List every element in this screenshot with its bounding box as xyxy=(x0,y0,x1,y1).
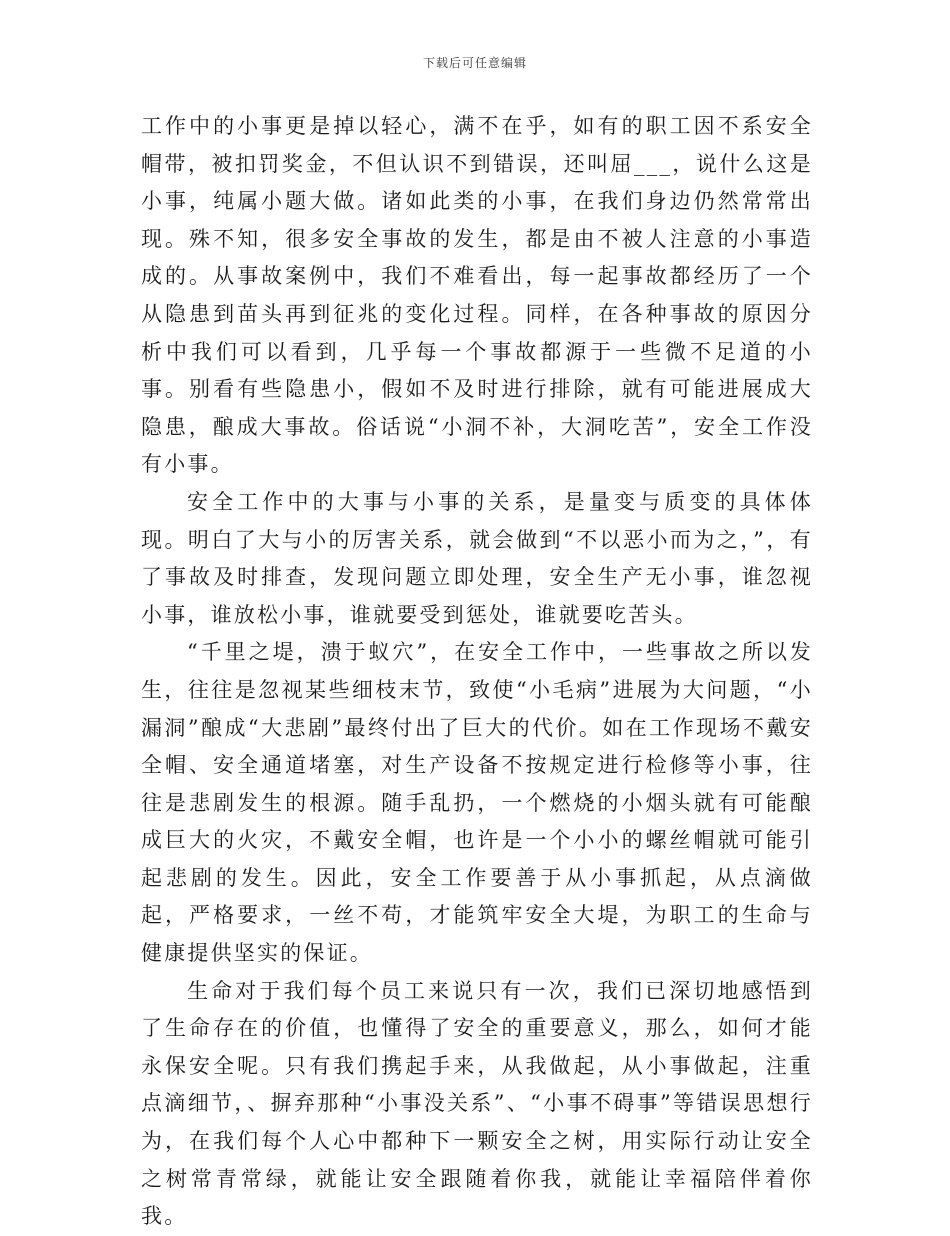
paragraph-2: 安全工作中的大事与小事的关系，是量变与质变的具体体现。明白了大与小的厉害关系，就会做到“不以恶小而为之，”，有了事故及时排查，发现问题立即处理，安全生产无小事，谁忽视小事，谁放松小事，谁就要受到惩处，谁就要吃苦头。 xyxy=(141,489,813,627)
page-header: 下载后可任意编辑 xyxy=(422,56,527,70)
paragraph-1: 工作中的小事更是掉以轻心，满不在乎，如有的职工因不系安全帽带，被扣罚奖金，不但认识不到错误，还叫屈___，说什么这是小事，纯属小题大做。诸如此类的小事，在我们身边仍然常常出现。殊不知，很多安全事故的发生，都是由不被人注意的小事造成的。从事故案例中，我们不难看出，每一起事故都经历了一个从隐患到苗头再到征兆的变化过程。同样，在各种事故的原因分析中我们可以看到，几乎每一个事故都源于一些微不足道的小事。别看有些隐患小，假如不及时进行排除，就有可能进展成大隐患，酿成大事故。俗话说“小洞不补，大洞吃苦”，安全工作没有小事。 xyxy=(141,114,813,477)
paragraph-4: 生命对于我们每个员工来说只有一次，我们已深切地感悟到了生命存在的价值，也懂得了安全的重要意义，那么，如何才能永保安全呢。只有我们携起手来，从我做起，从小事做起，注重点滴细节，、摒弃那种“小事没关系”、“小事不碍事”等错误思想行为，在我们每个人心中都种下一颗安全之树，用实际行动让安全之树常青常绿，就能让安全跟随着你我，就能让幸福陪伴着你我。 xyxy=(141,978,813,1229)
document-body xyxy=(141,108,813,1236)
paragraph-3: “千里之堤，溃于蚁穴”，在安全工作中，一些事故之所以发生，往往是忽视某些细枝末节，致使“小毛病”进展为大问题，“小漏洞”酿成“大悲剧”最终付出了巨大的代价。如在工作现场不戴安全帽、安全通道堵塞，对生产设备不按规定进行检修等小事，往往是悲剧发生的根源。随手乱扔，一个燃烧的小烟头就有可能酿成巨大的火灾，不戴安全帽，也许是一个小小的螺丝帽就可能引起悲剧的发生。因此，安全工作要善于从小事抓起，从点滴做起，严格要求，一丝不苟，才能筑牢安全大堤，为职工的生命与健康提供坚实的保证。 xyxy=(141,640,813,966)
